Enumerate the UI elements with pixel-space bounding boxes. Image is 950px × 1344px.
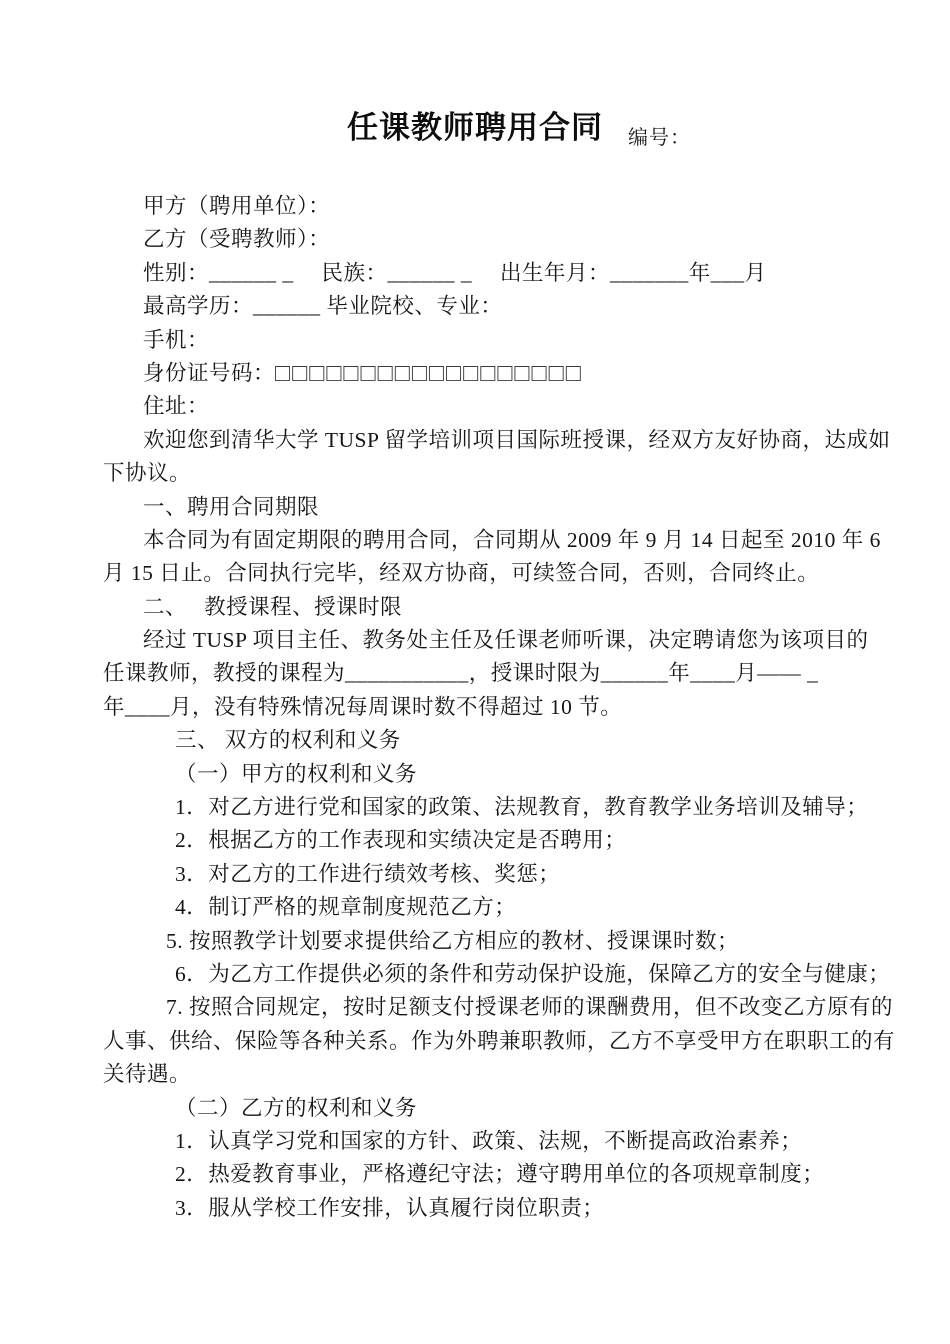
section-2-heading: 二、 教授课程、授课时限	[143, 594, 403, 619]
part-a-heading: （一）甲方的权利和义务	[175, 761, 418, 786]
part-a-item-7-line-1: 7. 按照合同规定，按时足额支付授课老师的课酬费用，但不改变乙方原有的	[166, 995, 894, 1020]
part-a-item-2: 2．根据乙方的工作表现和实绩决定是否聘用；	[175, 828, 627, 853]
phone-line: 手机：	[143, 327, 210, 352]
part-b-item-1: 1．认真学习党和国家的方针、政策、法规，不断提高政治素养；	[175, 1128, 803, 1153]
part-a-item-1: 1．对乙方进行党和国家的政策、法规教育，教育教学业务培训及辅导；	[175, 795, 869, 820]
welcome-paragraph-line-2: 下协议。	[103, 461, 192, 486]
section-1-heading: 一、聘用合同期限	[143, 494, 320, 519]
party-a-line: 甲方（聘用单位）：	[143, 194, 331, 218]
part-b-item-2: 2．热爱教育事业，严格遵纪守法；遵守聘用单位的各项规章制度；	[175, 1162, 825, 1187]
part-a-item-6: 6．为乙方工作提供必须的条件和劳动保护设施，保障乙方的安全与健康；	[175, 961, 891, 986]
part-a-item-4: 4．制订严格的规章制度规范乙方；	[175, 895, 517, 920]
welcome-paragraph-line-1: 欢迎您到清华大学 TUSP 留学培训项目国际班授课，经双方友好协商，达成如	[143, 427, 891, 452]
section-2-line-2: 任课教师，教授的课程为___________，授课时限为______年____月—— _	[103, 661, 819, 686]
contract-body	[103, 190, 896, 1225]
section-1-line-1: 本合同为有固定期限的聘用合同，合同期从 2009 年 9 月 14 日起至 2010 年 6	[143, 527, 881, 552]
gender-ethnicity-birth-line: 性别：______ _ 民族：______ _ 出生年月：_______年___月	[143, 260, 767, 285]
document-header	[0, 106, 950, 150]
part-a-item-7-line-2: 人事、供给、保险等各种关系。作为外聘兼职教师，乙方不享受甲方在职职工的有	[103, 1028, 896, 1053]
part-b-heading: （二）乙方的权利和义务	[175, 1095, 418, 1120]
part-a-item-5: 5. 按照教学计划要求提供给乙方相应的教材、授课课时数；	[166, 928, 740, 953]
section-1-line-2: 月 15 日止。合同执行完毕，经双方协商，可续签合同，否则，合同终止。	[103, 561, 820, 586]
contract-number-label: 编号：	[628, 127, 691, 149]
section-2-line-3: 年____月，没有特殊情况每周课时数不得超过 10 节。	[103, 694, 623, 719]
section-2-line-1: 经过 TUSP 项目主任、教务处主任及任课老师听课，决定聘请您为该项目的	[143, 628, 869, 653]
address-line: 住址：	[143, 394, 210, 419]
id-number-boxes: □□□□□□□□□□□□□□□□□□	[275, 359, 583, 387]
section-3-heading: 三、 双方的权利和义务	[175, 728, 401, 753]
part-b-item-3: 3．服从学校工作安排，认真履行岗位职责；	[175, 1195, 605, 1220]
id-number-label: 身份证号码：	[143, 360, 276, 385]
part-a-item-7-line-3: 关待遇。	[103, 1062, 192, 1087]
education-line: 最高学历：______ 毕业院校、专业：	[143, 294, 503, 319]
page-title: 任课教师聘用合同	[347, 110, 603, 145]
part-a-item-3: 3．对乙方的工作进行绩效考核、奖惩；	[175, 861, 561, 886]
id-number-line	[103, 357, 883, 390]
party-b-line: 乙方（受聘教师）：	[143, 227, 331, 252]
